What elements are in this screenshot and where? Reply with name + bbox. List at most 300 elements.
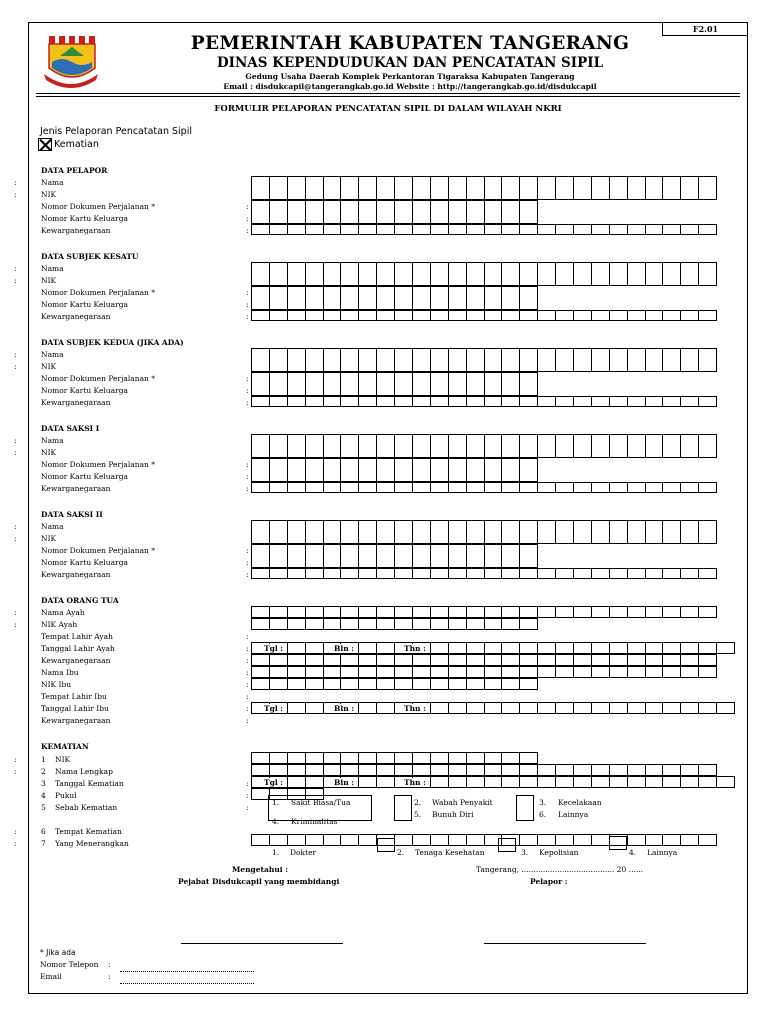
char-cell[interactable] [288, 373, 306, 395]
char-cell[interactable] [556, 835, 574, 845]
char-cell[interactable] [359, 435, 377, 457]
father-name-grid[interactable] [251, 606, 717, 618]
char-cell[interactable] [431, 643, 449, 653]
char-cell[interactable] [306, 311, 324, 320]
char-cell[interactable] [538, 703, 556, 713]
char-cell[interactable] [717, 777, 735, 787]
char-cell[interactable] [646, 483, 664, 492]
char-cell[interactable] [485, 483, 503, 492]
death-nik-grid[interactable] [251, 752, 538, 764]
char-cell[interactable] [341, 373, 359, 395]
char-cell[interactable] [324, 679, 342, 689]
char-cell[interactable] [359, 397, 377, 406]
char-cell[interactable] [359, 569, 377, 578]
char-cell[interactable] [413, 667, 431, 677]
char-cell[interactable] [610, 483, 628, 492]
char-cell[interactable] [538, 655, 556, 665]
char-cell[interactable] [520, 569, 538, 578]
char-cell[interactable] [431, 835, 449, 845]
char-cell[interactable] [288, 655, 306, 665]
char-cell[interactable] [610, 643, 628, 653]
char-cell[interactable] [699, 435, 717, 457]
char-cell[interactable] [467, 765, 485, 775]
char-cell[interactable] [681, 607, 699, 617]
char-cell[interactable] [502, 753, 520, 763]
char-cell[interactable] [681, 643, 699, 653]
char-cell[interactable] [449, 483, 467, 492]
char-cell[interactable] [592, 765, 610, 775]
char-cell[interactable] [359, 225, 377, 234]
char-cell[interactable] [449, 753, 467, 763]
char-cell[interactable] [341, 835, 359, 845]
char-cell[interactable] [395, 655, 413, 665]
char-cell[interactable] [610, 777, 628, 787]
char-cell[interactable] [306, 765, 324, 775]
char-cell[interactable] [449, 373, 467, 395]
char-cell[interactable] [413, 607, 431, 617]
char-cell[interactable] [377, 225, 395, 234]
nationality-grid[interactable] [251, 224, 717, 235]
char-cell[interactable] [485, 753, 503, 763]
char-cell[interactable] [592, 521, 610, 543]
char-cell[interactable] [324, 201, 342, 223]
char-cell[interactable] [324, 349, 342, 371]
char-cell[interactable] [574, 569, 592, 578]
char-cell[interactable] [306, 703, 324, 713]
char-cell[interactable] [574, 607, 592, 617]
char-cell[interactable] [288, 545, 306, 567]
char-cell[interactable] [395, 373, 413, 395]
char-cell[interactable] [574, 655, 592, 665]
char-cell[interactable] [610, 521, 628, 543]
char-cell[interactable] [288, 349, 306, 371]
char-cell[interactable] [252, 225, 270, 234]
char-cell[interactable] [413, 349, 431, 371]
char-cell[interactable] [520, 287, 538, 309]
char-cell[interactable] [288, 521, 306, 543]
char-cell[interactable] [520, 835, 538, 845]
char-cell[interactable] [324, 225, 342, 234]
char-cell[interactable] [306, 521, 324, 543]
char-cell[interactable] [520, 703, 538, 713]
char-cell[interactable] [520, 349, 538, 371]
char-cell[interactable] [288, 177, 306, 199]
char-cell[interactable] [502, 435, 520, 457]
char-cell[interactable] [467, 667, 485, 677]
char-cell[interactable] [413, 765, 431, 775]
char-cell[interactable] [270, 459, 288, 481]
char-cell[interactable] [467, 703, 485, 713]
char-cell[interactable] [610, 435, 628, 457]
char-cell[interactable] [431, 311, 449, 320]
char-cell[interactable] [413, 225, 431, 234]
char-cell[interactable] [610, 703, 628, 713]
char-cell[interactable] [324, 619, 342, 629]
char-cell[interactable] [646, 655, 664, 665]
char-cell[interactable] [592, 483, 610, 492]
char-cell[interactable] [252, 435, 270, 457]
char-cell[interactable] [485, 655, 503, 665]
char-cell[interactable] [324, 287, 342, 309]
char-cell[interactable] [252, 545, 270, 567]
char-cell[interactable] [485, 569, 503, 578]
char-cell[interactable] [663, 483, 681, 492]
char-cell[interactable] [324, 435, 342, 457]
char-cell[interactable] [377, 483, 395, 492]
char-cell[interactable] [628, 483, 646, 492]
char-cell[interactable] [288, 679, 306, 689]
nik-grid[interactable] [251, 286, 538, 310]
char-cell[interactable] [646, 435, 664, 457]
char-cell[interactable] [663, 569, 681, 578]
char-cell[interactable] [502, 607, 520, 617]
char-cell[interactable] [431, 435, 449, 457]
char-cell[interactable] [431, 397, 449, 406]
char-cell[interactable] [538, 777, 556, 787]
char-cell[interactable] [699, 311, 717, 320]
char-cell[interactable] [556, 349, 574, 371]
char-cell[interactable] [485, 201, 503, 223]
char-cell[interactable] [628, 655, 646, 665]
char-cell[interactable] [467, 777, 485, 787]
char-cell[interactable] [556, 655, 574, 665]
char-cell[interactable] [377, 569, 395, 578]
char-cell[interactable] [270, 655, 288, 665]
email-field[interactable] [120, 983, 254, 984]
char-cell[interactable] [646, 667, 664, 677]
char-cell[interactable] [288, 777, 306, 787]
char-cell[interactable] [252, 373, 270, 395]
char-cell[interactable] [663, 643, 681, 653]
char-cell[interactable] [663, 607, 681, 617]
char-cell[interactable] [556, 703, 574, 713]
char-cell[interactable] [485, 703, 503, 713]
char-cell[interactable] [610, 349, 628, 371]
char-cell[interactable] [306, 753, 324, 763]
char-cell[interactable] [252, 753, 270, 763]
char-cell[interactable] [574, 777, 592, 787]
witness-box-3[interactable] [609, 836, 627, 850]
char-cell[interactable] [359, 753, 377, 763]
char-cell[interactable] [324, 177, 342, 199]
char-cell[interactable] [324, 835, 342, 845]
char-cell[interactable] [699, 177, 717, 199]
char-cell[interactable] [306, 835, 324, 845]
char-cell[interactable] [502, 777, 520, 787]
char-cell[interactable] [699, 703, 717, 713]
char-cell[interactable] [699, 607, 717, 617]
char-cell[interactable] [663, 311, 681, 320]
char-cell[interactable] [252, 679, 270, 689]
char-cell[interactable] [270, 263, 288, 285]
char-cell[interactable] [502, 263, 520, 285]
char-cell[interactable] [413, 545, 431, 567]
char-cell[interactable] [663, 521, 681, 543]
char-cell[interactable] [502, 225, 520, 234]
char-cell[interactable] [252, 459, 270, 481]
char-cell[interactable] [646, 765, 664, 775]
char-cell[interactable] [467, 373, 485, 395]
char-cell[interactable] [485, 765, 503, 775]
char-cell[interactable] [306, 177, 324, 199]
char-cell[interactable] [288, 435, 306, 457]
char-cell[interactable] [502, 545, 520, 567]
char-cell[interactable] [485, 263, 503, 285]
char-cell[interactable] [377, 753, 395, 763]
name-grid[interactable] [251, 176, 717, 200]
char-cell[interactable] [502, 349, 520, 371]
char-cell[interactable] [556, 521, 574, 543]
char-cell[interactable] [395, 607, 413, 617]
char-cell[interactable] [413, 679, 431, 689]
char-cell[interactable] [485, 435, 503, 457]
char-cell[interactable] [592, 655, 610, 665]
char-cell[interactable] [467, 287, 485, 309]
char-cell[interactable] [270, 483, 288, 492]
char-cell[interactable] [467, 459, 485, 481]
char-cell[interactable] [663, 349, 681, 371]
char-cell[interactable] [520, 177, 538, 199]
char-cell[interactable] [431, 607, 449, 617]
char-cell[interactable] [467, 201, 485, 223]
char-cell[interactable] [306, 483, 324, 492]
char-cell[interactable] [467, 835, 485, 845]
char-cell[interactable] [556, 569, 574, 578]
char-cell[interactable] [270, 569, 288, 578]
nationality-grid[interactable] [251, 568, 717, 579]
char-cell[interactable] [610, 765, 628, 775]
char-cell[interactable] [681, 225, 699, 234]
char-cell[interactable] [556, 397, 574, 406]
char-cell[interactable] [359, 777, 377, 787]
char-cell[interactable] [485, 619, 503, 629]
char-cell[interactable] [341, 765, 359, 775]
char-cell[interactable] [377, 287, 395, 309]
char-cell[interactable] [306, 667, 324, 677]
char-cell[interactable] [520, 311, 538, 320]
char-cell[interactable] [681, 397, 699, 406]
char-cell[interactable] [431, 765, 449, 775]
nik-grid[interactable] [251, 200, 538, 224]
death-fullname-grid[interactable] [251, 764, 717, 776]
char-cell[interactable] [574, 765, 592, 775]
char-cell[interactable] [592, 569, 610, 578]
witness-box-2[interactable] [498, 838, 516, 852]
char-cell[interactable] [431, 777, 449, 787]
char-cell[interactable] [502, 201, 520, 223]
char-cell[interactable] [467, 569, 485, 578]
char-cell[interactable] [449, 569, 467, 578]
char-cell[interactable] [341, 655, 359, 665]
char-cell[interactable] [359, 287, 377, 309]
char-cell[interactable] [699, 765, 717, 775]
char-cell[interactable] [628, 835, 646, 845]
char-cell[interactable] [502, 765, 520, 775]
name-grid[interactable] [251, 434, 717, 458]
char-cell[interactable] [449, 435, 467, 457]
char-cell[interactable] [413, 569, 431, 578]
char-cell[interactable] [467, 483, 485, 492]
char-cell[interactable] [395, 201, 413, 223]
char-cell[interactable] [538, 521, 556, 543]
char-cell[interactable] [592, 311, 610, 320]
kematian-checkbox[interactable] [38, 138, 52, 151]
official-signature-line[interactable] [181, 943, 343, 944]
char-cell[interactable] [359, 459, 377, 481]
char-cell[interactable] [467, 545, 485, 567]
char-cell[interactable] [449, 655, 467, 665]
char-cell[interactable] [270, 835, 288, 845]
char-cell[interactable] [252, 177, 270, 199]
char-cell[interactable] [681, 777, 699, 787]
char-cell[interactable] [341, 753, 359, 763]
char-cell[interactable] [556, 667, 574, 677]
char-cell[interactable] [324, 459, 342, 481]
father-nik-grid[interactable] [251, 618, 538, 630]
char-cell[interactable] [467, 521, 485, 543]
char-cell[interactable] [431, 569, 449, 578]
char-cell[interactable] [502, 177, 520, 199]
char-cell[interactable] [270, 521, 288, 543]
char-cell[interactable] [341, 311, 359, 320]
char-cell[interactable] [681, 655, 699, 665]
char-cell[interactable] [717, 643, 735, 653]
char-cell[interactable] [377, 459, 395, 481]
char-cell[interactable] [556, 607, 574, 617]
char-cell[interactable] [413, 311, 431, 320]
char-cell[interactable] [288, 287, 306, 309]
char-cell[interactable] [270, 545, 288, 567]
mother-date-grid[interactable] [251, 702, 735, 714]
char-cell[interactable] [663, 765, 681, 775]
char-cell[interactable] [341, 483, 359, 492]
char-cell[interactable] [502, 373, 520, 395]
char-cell[interactable] [377, 655, 395, 665]
char-cell[interactable] [449, 545, 467, 567]
char-cell[interactable] [270, 201, 288, 223]
char-cell[interactable] [646, 569, 664, 578]
char-cell[interactable] [556, 483, 574, 492]
char-cell[interactable] [520, 397, 538, 406]
char-cell[interactable] [646, 643, 664, 653]
char-cell[interactable] [324, 569, 342, 578]
char-cell[interactable] [252, 311, 270, 320]
char-cell[interactable] [252, 287, 270, 309]
char-cell[interactable] [395, 835, 413, 845]
char-cell[interactable] [431, 287, 449, 309]
char-cell[interactable] [270, 225, 288, 234]
char-cell[interactable] [431, 667, 449, 677]
char-cell[interactable] [467, 607, 485, 617]
char-cell[interactable] [377, 373, 395, 395]
char-cell[interactable] [252, 521, 270, 543]
name-grid[interactable] [251, 348, 717, 372]
char-cell[interactable] [699, 521, 717, 543]
char-cell[interactable] [449, 777, 467, 787]
char-cell[interactable] [377, 311, 395, 320]
char-cell[interactable] [556, 225, 574, 234]
char-cell[interactable] [270, 349, 288, 371]
char-cell[interactable] [574, 311, 592, 320]
char-cell[interactable] [359, 373, 377, 395]
char-cell[interactable] [324, 765, 342, 775]
char-cell[interactable] [449, 679, 467, 689]
char-cell[interactable] [681, 765, 699, 775]
char-cell[interactable] [413, 287, 431, 309]
char-cell[interactable] [449, 607, 467, 617]
char-cell[interactable] [574, 177, 592, 199]
char-cell[interactable] [395, 287, 413, 309]
char-cell[interactable] [628, 397, 646, 406]
char-cell[interactable] [681, 263, 699, 285]
char-cell[interactable] [306, 397, 324, 406]
char-cell[interactable] [306, 225, 324, 234]
char-cell[interactable] [270, 435, 288, 457]
char-cell[interactable] [288, 619, 306, 629]
char-cell[interactable] [646, 607, 664, 617]
char-cell[interactable] [449, 459, 467, 481]
char-cell[interactable] [485, 349, 503, 371]
char-cell[interactable] [431, 483, 449, 492]
char-cell[interactable] [610, 225, 628, 234]
char-cell[interactable] [592, 435, 610, 457]
char-cell[interactable] [306, 435, 324, 457]
char-cell[interactable] [449, 835, 467, 845]
char-cell[interactable] [574, 435, 592, 457]
char-cell[interactable] [520, 435, 538, 457]
char-cell[interactable] [628, 311, 646, 320]
char-cell[interactable] [592, 607, 610, 617]
char-cell[interactable] [681, 349, 699, 371]
char-cell[interactable] [324, 373, 342, 395]
char-cell[interactable] [574, 349, 592, 371]
char-cell[interactable] [306, 569, 324, 578]
char-cell[interactable] [646, 177, 664, 199]
char-cell[interactable] [538, 397, 556, 406]
char-cell[interactable] [288, 569, 306, 578]
char-cell[interactable] [520, 459, 538, 481]
char-cell[interactable] [413, 835, 431, 845]
char-cell[interactable] [395, 349, 413, 371]
char-cell[interactable] [520, 521, 538, 543]
char-cell[interactable] [395, 435, 413, 457]
char-cell[interactable] [359, 545, 377, 567]
char-cell[interactable] [663, 435, 681, 457]
char-cell[interactable] [395, 765, 413, 775]
cause-box-2[interactable] [394, 795, 412, 821]
char-cell[interactable] [663, 397, 681, 406]
char-cell[interactable] [431, 545, 449, 567]
char-cell[interactable] [306, 619, 324, 629]
char-cell[interactable] [341, 397, 359, 406]
char-cell[interactable] [538, 225, 556, 234]
char-cell[interactable] [681, 521, 699, 543]
char-cell[interactable] [431, 703, 449, 713]
char-cell[interactable] [324, 655, 342, 665]
char-cell[interactable] [574, 397, 592, 406]
char-cell[interactable] [341, 287, 359, 309]
char-cell[interactable] [646, 311, 664, 320]
father-date-grid[interactable] [251, 642, 735, 654]
char-cell[interactable] [520, 483, 538, 492]
char-cell[interactable] [610, 263, 628, 285]
char-cell[interactable] [270, 397, 288, 406]
char-cell[interactable] [485, 373, 503, 395]
char-cell[interactable] [502, 521, 520, 543]
char-cell[interactable] [306, 545, 324, 567]
witness-box-1[interactable] [377, 838, 395, 852]
char-cell[interactable] [306, 777, 324, 787]
